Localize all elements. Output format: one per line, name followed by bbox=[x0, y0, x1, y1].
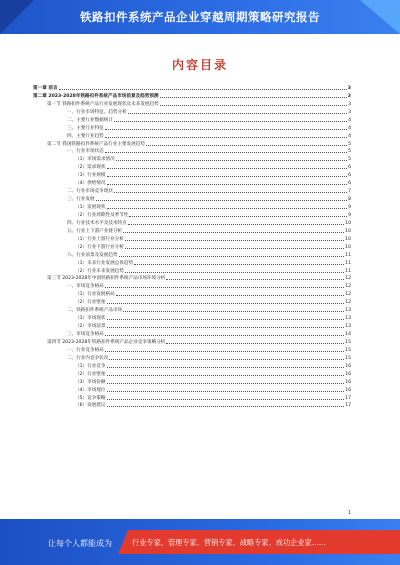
toc-entry-label: 二、主要行业数据统计 bbox=[67, 117, 113, 123]
toc-entry-label: 二、行业内竞争状况 bbox=[67, 355, 109, 361]
toc-leader-dots bbox=[114, 192, 347, 193]
toc-entry[interactable] bbox=[33, 345, 351, 353]
toc-entry-page: 10 bbox=[345, 220, 351, 226]
toc-entry-label: 五、行业上下游产业链分析 bbox=[67, 228, 123, 234]
toc-leader-dots bbox=[116, 295, 344, 296]
header-banner bbox=[0, 0, 400, 34]
toc-entry-page: 17 bbox=[345, 403, 351, 409]
toc-entry-label: （2）需求现状 bbox=[75, 165, 106, 171]
toc-entry[interactable] bbox=[33, 242, 351, 250]
toc-entry-page: 4 bbox=[348, 125, 351, 131]
toc-entry-page: 13 bbox=[345, 308, 351, 314]
toc-entry-label: （6）发展建议 bbox=[75, 403, 106, 409]
toc-entry-label: （1）行业竞争 bbox=[75, 363, 106, 369]
toc-entry[interactable] bbox=[33, 250, 351, 258]
toc-leader-dots bbox=[146, 145, 347, 146]
toc-entry-label: 第四节 2023-2028年铁路扣件系统产品企业竞争策略分析 bbox=[47, 339, 166, 345]
toc-entry[interactable] bbox=[33, 178, 351, 186]
toc-leader-dots bbox=[96, 200, 347, 201]
toc-entry-label: （4）供给情况 bbox=[75, 181, 106, 187]
toc-entry[interactable] bbox=[33, 83, 351, 91]
toc-entry[interactable] bbox=[33, 218, 351, 226]
toc-leader-dots bbox=[105, 129, 347, 130]
toc-entry-page: 14 bbox=[345, 332, 351, 337]
toc-entry[interactable] bbox=[33, 329, 351, 337]
toc-entry-page: 5 bbox=[348, 157, 351, 163]
toc-entry-label: （1）行业上游行业分析 bbox=[75, 236, 124, 242]
toc-entry-label: 第二章 2023-2028年铁路扣件系统产品市场前景及趋势预测 bbox=[33, 93, 159, 99]
toc-leader-dots bbox=[107, 391, 345, 392]
toc-entry-page: 12 bbox=[345, 300, 351, 306]
toc-entry[interactable] bbox=[33, 123, 351, 131]
page-number: 1 bbox=[347, 510, 351, 516]
toc-entry[interactable] bbox=[33, 353, 351, 361]
toc-entry-page: 5 bbox=[348, 149, 351, 155]
toc-entry[interactable] bbox=[33, 162, 351, 170]
toc-entry-page: 9 bbox=[348, 212, 351, 218]
toc-leader-dots bbox=[125, 272, 344, 273]
toc-entry[interactable] bbox=[33, 226, 351, 234]
toc-leader-dots bbox=[116, 160, 347, 161]
toc-entry-label: 六、行业前景及发展趋势 bbox=[67, 252, 118, 258]
toc-entry[interactable] bbox=[33, 107, 351, 115]
toc-entry-label: （2）行业未来发展趋势 bbox=[75, 268, 124, 274]
toc-entry-page: 3 bbox=[347, 93, 351, 99]
toc-leader-dots bbox=[166, 279, 344, 280]
toc-entry[interactable] bbox=[33, 337, 351, 345]
toc-entry-label: （3）市场份额 bbox=[75, 379, 106, 385]
toc-entry-label: 一、行业竞争格局 bbox=[67, 347, 104, 353]
toc-leader-dots bbox=[107, 208, 348, 209]
toc-leader-dots bbox=[107, 399, 345, 400]
toc-entry[interactable] bbox=[33, 99, 351, 107]
toc-entry-label: （1）发展现状 bbox=[75, 205, 106, 210]
toc-entry[interactable] bbox=[33, 401, 351, 409]
toc-entry-label: （2）市场前景 bbox=[75, 324, 106, 330]
toc-heading: 内容目录 bbox=[171, 58, 228, 72]
toc-entry-page: 12 bbox=[345, 276, 351, 282]
toc-entry[interactable] bbox=[33, 131, 351, 139]
toc-entry-label: 三、市场竞争格局 bbox=[67, 332, 104, 337]
footer-slogan-text: 行业专家、管理专家、营销专家、战略专家、成功企业家…… bbox=[132, 538, 327, 547]
toc-entry-page: 15 bbox=[345, 339, 351, 345]
toc-leader-dots bbox=[105, 335, 344, 336]
toc-leader-dots bbox=[123, 232, 344, 233]
toc-leader-dots bbox=[128, 113, 347, 114]
toc-leader-dots bbox=[128, 224, 344, 225]
toc-entry-label: （2）行业周期性及季节性 bbox=[75, 212, 129, 218]
toc-leader-dots bbox=[160, 97, 347, 98]
toc-entry-page: 9 bbox=[348, 205, 351, 210]
report-title: 铁路扣件系统产品企业穿越周期策略研究报告 bbox=[80, 10, 320, 24]
toc-entry[interactable] bbox=[33, 202, 351, 210]
toc-entry-page: 10 bbox=[345, 228, 351, 234]
toc-leader-dots bbox=[107, 375, 345, 376]
toc-entry-page: 16 bbox=[345, 363, 351, 369]
toc-entry-page: 8 bbox=[348, 197, 351, 203]
toc-entry-page: 15 bbox=[345, 347, 351, 353]
toc-leader-dots bbox=[134, 264, 344, 265]
toc-entry-label: 一、行业市场特征、趋势分析 bbox=[67, 109, 127, 115]
toc-entry-label: 四、主要行业趋势 bbox=[67, 133, 104, 139]
toc-entry-label: 一、市场竞争格局 bbox=[67, 284, 104, 290]
toc-entry-label: （5）竞争策略 bbox=[75, 395, 106, 401]
toc-entry[interactable] bbox=[33, 385, 351, 393]
toc-entry[interactable] bbox=[33, 91, 351, 99]
toc-entry[interactable] bbox=[33, 289, 351, 297]
toc-leader-dots bbox=[166, 343, 344, 344]
toc-entry-page: 7 bbox=[348, 189, 351, 195]
toc-entry-page: 3 bbox=[347, 85, 351, 91]
toc-leader-dots bbox=[123, 311, 344, 312]
toc-entry[interactable] bbox=[33, 281, 351, 289]
toc-entry-page: 6 bbox=[348, 181, 351, 187]
toc-entry[interactable] bbox=[33, 313, 351, 321]
toc-leader-dots bbox=[107, 176, 348, 177]
toc-entry[interactable] bbox=[33, 305, 351, 313]
toc-entry-page: 16 bbox=[345, 379, 351, 385]
toc-entry[interactable] bbox=[33, 147, 351, 155]
toc-entry-label: （1）市场现状 bbox=[75, 316, 106, 322]
footer-banner bbox=[0, 519, 400, 565]
toc-entry[interactable] bbox=[33, 234, 351, 242]
toc-entry[interactable] bbox=[33, 369, 351, 377]
toc-entry-page: 13 bbox=[345, 316, 351, 322]
toc-entry-label: （2）行业壁垒 bbox=[75, 371, 106, 377]
toc-entry-page: 12 bbox=[345, 284, 351, 290]
toc-entry[interactable] bbox=[33, 186, 351, 194]
toc-entry-page: 11 bbox=[345, 260, 351, 266]
toc-leader-dots bbox=[107, 367, 345, 368]
toc-leader-dots bbox=[107, 319, 345, 320]
toc-leader-dots bbox=[119, 256, 345, 257]
toc-entry[interactable] bbox=[33, 274, 351, 282]
table-of-contents bbox=[33, 83, 351, 408]
toc-entry[interactable] bbox=[33, 377, 351, 385]
toc-entry-label: （1）行业发展格局 bbox=[75, 292, 115, 298]
toc-entry-page: 16 bbox=[345, 371, 351, 377]
toc-entry-page: 3 bbox=[348, 101, 351, 107]
toc-entry[interactable] bbox=[33, 361, 351, 369]
toc-entry-label: （1）未来行业发展总体趋势 bbox=[75, 260, 134, 266]
toc-entry-label: 三、主要行业特征 bbox=[67, 125, 104, 131]
toc-leader-dots bbox=[105, 137, 347, 138]
toc-leader-dots bbox=[59, 89, 347, 90]
toc-entry-label: （2）行业壁垒 bbox=[75, 300, 106, 306]
toc-leader-dots bbox=[107, 184, 348, 185]
toc-entry-label: 第三节 2023-2028年中国铁路扣件系统产品市场环境分析 bbox=[47, 276, 166, 282]
toc-leader-dots bbox=[109, 359, 344, 360]
toc-entry-label: 二、铁路扣件系统产品市场 bbox=[67, 308, 123, 314]
toc-leader-dots bbox=[125, 240, 344, 241]
toc-entry-page: 6 bbox=[348, 173, 351, 179]
toc-entry-page: 5 bbox=[348, 141, 351, 147]
toc-entry-page: 10 bbox=[345, 236, 351, 242]
toc-entry[interactable] bbox=[33, 154, 351, 162]
toc-entry-page: 11 bbox=[345, 252, 351, 258]
toc-entry-label: 一、行业市场状态 bbox=[67, 149, 104, 155]
toc-entry-label: （2）行业下游行业分析 bbox=[75, 244, 124, 250]
toc-entry-label: 第一节 铁路扣件系统产品行业发展现状及未来发展趋势 bbox=[47, 101, 159, 107]
toc-entry-label: 三、行业发展 bbox=[67, 197, 95, 203]
toc-leader-dots bbox=[105, 152, 347, 153]
toc-entry-page: 12 bbox=[345, 292, 351, 298]
toc-entry-page: 4 bbox=[348, 133, 351, 139]
toc-entry-label: 第一章 前言 bbox=[33, 85, 58, 91]
toc-entry-page: 6 bbox=[348, 165, 351, 171]
toc-entry-label: 二、行业市场竞争现状 bbox=[67, 189, 113, 195]
footer-lead-text: 让每个人都能成为 bbox=[48, 539, 112, 548]
toc-entry[interactable] bbox=[33, 258, 351, 266]
toc-entry-page: 11 bbox=[345, 268, 351, 274]
toc-entry[interactable] bbox=[33, 210, 351, 218]
toc-entry-page: 16 bbox=[345, 387, 351, 393]
toc-entry-page: 15 bbox=[345, 355, 351, 361]
toc-leader-dots bbox=[107, 327, 345, 328]
toc-leader-dots bbox=[107, 168, 348, 169]
toc-entry-page: 10 bbox=[345, 244, 351, 250]
toc-entry-label: 第二节 我国铁路扣件系统产品行业主要发展趋势 bbox=[47, 141, 145, 147]
toc-leader-dots bbox=[107, 406, 345, 407]
toc-leader-dots bbox=[107, 383, 345, 384]
toc-entry-page: 3 bbox=[348, 109, 351, 115]
toc-leader-dots bbox=[105, 287, 344, 288]
toc-entry-page: 13 bbox=[345, 324, 351, 330]
toc-entry-page: 4 bbox=[348, 117, 351, 123]
toc-entry[interactable] bbox=[33, 194, 351, 202]
toc-entry[interactable] bbox=[33, 297, 351, 305]
toc-entry[interactable] bbox=[33, 266, 351, 274]
toc-entry[interactable] bbox=[33, 393, 351, 401]
toc-entry[interactable] bbox=[33, 170, 351, 178]
toc-entry[interactable] bbox=[33, 115, 351, 123]
toc-leader-dots bbox=[107, 303, 345, 304]
toc-entry[interactable] bbox=[33, 139, 351, 147]
toc-leader-dots bbox=[129, 216, 347, 217]
toc-leader-dots bbox=[114, 121, 347, 122]
toc-entry-label: 四、行业技术水平及技术特点 bbox=[67, 220, 127, 226]
toc-entry-label: （4）市场地位 bbox=[75, 387, 106, 393]
toc-entry-label: （3）行业规模 bbox=[75, 173, 106, 179]
toc-entry[interactable] bbox=[33, 321, 351, 329]
toc-entry-label: （1）市场需求情况 bbox=[75, 157, 115, 163]
toc-leader-dots bbox=[105, 351, 344, 352]
toc-leader-dots bbox=[125, 248, 344, 249]
toc-entry-page: 17 bbox=[345, 395, 351, 401]
toc-leader-dots bbox=[160, 105, 347, 106]
